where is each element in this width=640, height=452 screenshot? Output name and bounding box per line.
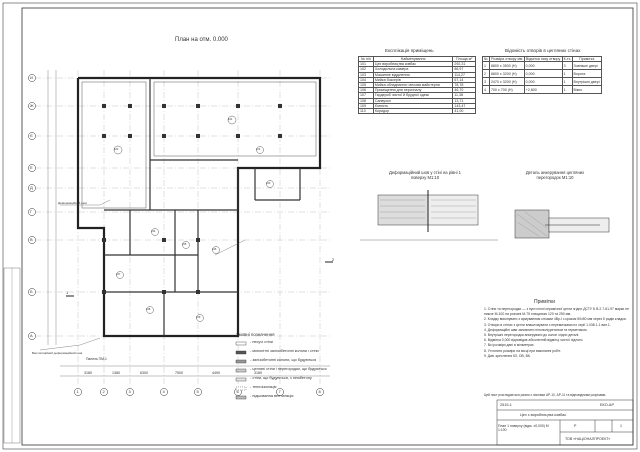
note-line: 7. Всі розміри дані в міліметрах. [484, 343, 535, 348]
axis-number-label: 6 [236, 389, 239, 394]
callout-ventilation-joint: Вентиляційний деформаційний шов [32, 351, 83, 355]
table-cell: Внутрішні двері [572, 78, 601, 86]
table-cell: Приміщення для персоналу [373, 88, 452, 93]
chamber-outline [82, 82, 146, 208]
table-cell: 2 [483, 70, 490, 78]
detail-1-drawing [360, 190, 498, 240]
table-header: Відмітка низу отвору [525, 57, 561, 61]
axis-number-label: 2 [102, 389, 105, 394]
table-cell: 114,27 [453, 72, 476, 77]
table-cell: 4 [483, 86, 490, 94]
note-line: 8. Уточнити розміри на місці при виконанні робіт. [484, 348, 561, 353]
note-line: 4. Деформаційні шви заповнити пінополіуретаном та герметиком. [484, 327, 588, 332]
axis-letter-label: В [30, 237, 33, 242]
table-cell: Коридор [373, 109, 452, 114]
room-number: 106 [212, 248, 217, 251]
table-cell: 6800 x 3500 (Н) [489, 62, 524, 70]
legend-item: - теплоізоляція [250, 385, 277, 389]
note-line: 2. Кладку виконувати з армуванням сітками 4Вр-І з кроком 50x50 мм через 5 рядів кладки. [484, 317, 627, 322]
table-header: Площа м² [453, 57, 476, 62]
table-cell: 108 [359, 98, 374, 103]
table-cell: 2470 x 3200 (Н) [489, 78, 524, 86]
room-markers [114, 116, 274, 322]
table-cell: 0,000 [524, 62, 562, 70]
axis-letter-label: А [30, 333, 33, 338]
note-line: 1. Стіни та перегородки — з пустотілої керамічної цегли згідно ДСТУ Б В.2.7-61-97 марки не нижче М-100 на розчині М-75 товщиною 120 та 250 мм. [484, 307, 630, 317]
dimension-label: 1380 [112, 371, 120, 375]
table-cell: Машинне відділення [373, 72, 452, 77]
detail-2-title: Деталь анкерування цегляних перегородок М1:10 [525, 170, 585, 180]
table-cell: 46,70 [453, 88, 476, 93]
axis-number-label: 7 [278, 389, 281, 394]
table-row [359, 109, 476, 114]
table-cell: Ворота [572, 70, 601, 78]
stamp-code: 2515-1 [500, 403, 512, 407]
room-number: 102 [114, 148, 119, 151]
table-header: № [484, 57, 488, 61]
note-line: 9. Див. креслення КЗ, ОВ, ВК. [484, 353, 531, 358]
table-cell: 0,000 [524, 78, 562, 86]
table-cell: 103 [359, 72, 374, 77]
legend-item: - монолітні залізобетонні колони і стіни [250, 349, 319, 353]
table-cell: 700 x 700 (Н) [489, 86, 524, 94]
dimension-label: 6300 [140, 371, 148, 375]
table-cell: 13,71 [453, 98, 476, 103]
table-cell: 6800 x 3200 (Н) [489, 70, 524, 78]
table-cell: 41,00 [453, 109, 476, 114]
table-row [483, 70, 602, 78]
callout-leaders [40, 200, 245, 350]
table-cell: 1 [562, 86, 572, 94]
axis-letter-label: Ж [30, 103, 34, 108]
table-cell: Мийка обладнання і весова майстерня [373, 83, 452, 88]
table-cell: 107 [359, 93, 374, 98]
table-cell: 101 [359, 62, 374, 67]
table-row [359, 93, 476, 98]
axis-number-label: 4 [162, 389, 165, 394]
explication-table [358, 56, 476, 114]
table-cell: 1 [483, 62, 490, 70]
plan-title: План на отм. 0.000 [175, 37, 228, 43]
table-cell: 110 [359, 109, 374, 114]
openings-title: Відомість отворів в цегляних стінах [505, 48, 581, 53]
stamp-sheet-title: План 1 поверху (відм. ±0,000) М 1:100 [498, 424, 549, 433]
axis-letter-label: Д [30, 185, 33, 190]
room-number: 109 [196, 316, 201, 319]
table-header: К-ть [563, 57, 571, 61]
explication-title: Експлікація приміщень [385, 48, 434, 53]
stamp-section: ЕКО-АР [600, 403, 614, 407]
legend-item: - залізобетонні колони, що будуються [250, 358, 317, 362]
table-cell: 3 [562, 62, 572, 70]
table-cell: 78,78 [453, 83, 476, 88]
table-cell: 292,31 [453, 62, 476, 67]
notes-footer: Цей лист розглядається разом з листами АР-10, АР-11 та відповідними розрізами. [484, 393, 607, 397]
legend-item: - підшиванна вентиляція [250, 394, 294, 398]
detail-2-drawing [515, 210, 609, 238]
table-header: № п/п [359, 57, 374, 62]
note-line: 3. Отвори в стінах з цегли влаштовувати з перемичками по серії 1.038.1-1 вип.1. [484, 322, 611, 327]
axis-letter-label: Б [30, 289, 33, 294]
table-cell: Холодильна камера [373, 67, 452, 72]
openings-table [482, 56, 602, 94]
table-cell: 3 [483, 78, 490, 86]
table-cell: 86,97 [453, 67, 476, 72]
axis-letter-label: Е [30, 165, 33, 170]
table-cell: 104 [359, 77, 374, 82]
table-header: Розміри отвору мм [491, 57, 523, 61]
table-row [359, 88, 476, 93]
axis-number-label: 3 [128, 389, 131, 394]
stamp-organization: ТОВ «НАЦІОНАЛПРОЕКТ» [565, 437, 611, 441]
table-cell: 109 [359, 103, 374, 108]
building-walls [78, 78, 320, 336]
table-cell: +2,800 [524, 86, 562, 94]
stamp-sheet-number: 1 [620, 424, 622, 428]
room-number: 108 [146, 308, 151, 311]
room-number: 101 [228, 118, 233, 121]
note-line: 5. Внутрішні перегородки анкерувати до колон згідно деталі. [484, 333, 580, 338]
table-cell: 106 [359, 88, 374, 93]
detail-1-title: Деформаційний шов у стіні на рівні 1 поверху М1:10 [388, 170, 461, 180]
callout-deformation-joint: Деформаційний шов [58, 201, 87, 205]
axis-number-label: 5 [196, 389, 199, 394]
table-cell: 11,38 [453, 93, 476, 98]
legend-item: - цегляні стіни і перегородки, що будуються [250, 367, 327, 371]
table-cell: 67,14 [453, 77, 476, 82]
table-row [359, 83, 476, 88]
dimension-label: 4490 [212, 371, 220, 375]
dimension-label: 3180 [84, 371, 92, 375]
interior-walls [104, 78, 300, 336]
table-cell: 0,000 [524, 70, 562, 78]
notes-title: Примітки [534, 299, 555, 305]
axis-number-label: 1 [76, 389, 79, 394]
table-cell: Гардероб чистої й брудної одежі [373, 93, 452, 98]
axis-number-label: 8 [318, 389, 321, 394]
table-cell: Мийка боксерів [373, 77, 452, 82]
table-cell: 143,47 [453, 103, 476, 108]
table-header: Найменування [373, 57, 452, 62]
room-number: 104 [151, 230, 156, 233]
dimension-lines [48, 70, 330, 376]
stamp-stage: Р [574, 424, 577, 428]
table-row [483, 78, 602, 86]
table-cell: 1 [562, 70, 572, 78]
table-cell: Зовнішні двері [572, 62, 601, 70]
callout-panel: Панель ПМ-1 [86, 357, 107, 361]
room-number: 110 [256, 148, 261, 151]
axis-letter-label: И [30, 75, 33, 80]
table-cell: Вікно [572, 86, 601, 94]
legend-item: - стіни, що будуються, з пінобетону [250, 376, 312, 380]
section-mark-2: 2 [332, 257, 335, 262]
room-number: 103 [266, 182, 271, 185]
table-cell: 105 [359, 83, 374, 88]
section-mark-1: 1 [66, 290, 69, 295]
legend-item: - несучі стіни [250, 340, 273, 344]
axis-letter-label: Є [30, 133, 33, 138]
table-header: Примітка [572, 57, 601, 62]
stamp-title-main: Цех з виробництва ковбас [520, 413, 567, 417]
axis-letter-label: Г [30, 209, 33, 214]
dimension-label: 3180 [254, 371, 262, 375]
note-line: 6. Відмітка 0,000 відповідає абсолютній відмітці чистої підлоги. [484, 338, 584, 343]
table-cell: Ємність [373, 103, 452, 108]
dimension-label: 7500 [175, 371, 183, 375]
axis-bubbles-left [28, 74, 35, 339]
table-cell: Санвузол [373, 98, 452, 103]
table-row [483, 62, 602, 70]
room-number: 105 [182, 243, 187, 246]
table-cell: 102 [359, 67, 374, 72]
room-number: 107 [116, 273, 121, 276]
table-row [483, 86, 602, 94]
table-cell: 1 [562, 78, 572, 86]
table-cell: Цех виробництва ковбас [373, 62, 452, 67]
legend-title: Умовні позначення [236, 332, 275, 337]
notes-list [484, 307, 630, 359]
